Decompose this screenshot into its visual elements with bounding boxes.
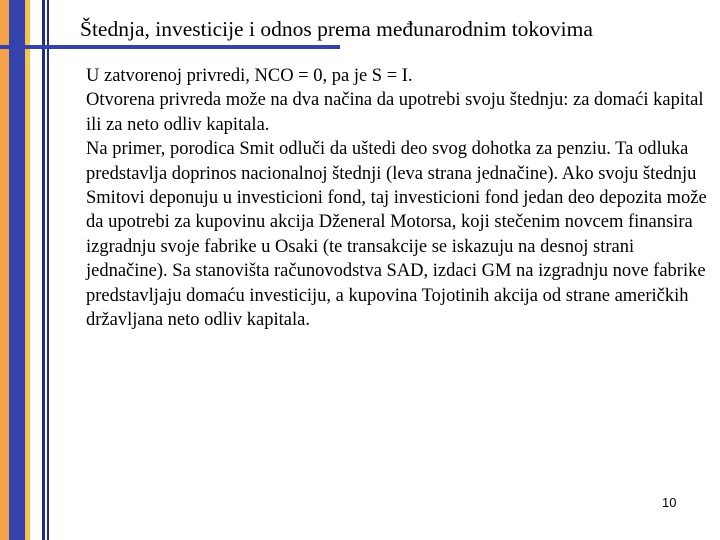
page-number: 10 bbox=[662, 495, 677, 510]
decorative-stripe-navy-thin bbox=[47, 0, 49, 540]
slide-body bbox=[86, 64, 716, 332]
decorative-stripe-navy bbox=[42, 0, 45, 540]
title-underline bbox=[0, 45, 340, 49]
slide-title: Štednja, investicije i odnos prema međunarodnim tokovima bbox=[80, 17, 593, 41]
decorative-stripe-orange bbox=[0, 0, 9, 540]
paragraph-open-economy: Otvorena privreda može na dva načina da upotrebi svoju štednju: za domaći kapital ili za neto odliv kapitala. bbox=[86, 90, 704, 135]
paragraph-example: Na primer, porodica Smit odluči da uštedi deo svog dohotka za penziu. Ta odluka predstavlja doprinos nacionalnoj štednji (leva strana jednačine). Ako svoju štednju Smitovi deponuju u investicioni fond, taj investicioni fond jedan deo depozita može da upotrebi za kupovinu akcija Dženeral Motorsa, koji stečenim novcem finansira izgradnju svoje fabrike u Osaki (te transakcije se iskazuju na desnoj strani jednačine). Sa stanovišta računovodstva SAD, izdaci GM na izgradnju nove fabrike predstavljaju domaću investiciju, a kupovina Tojotinih akcija od strane američkih državljana neto odliv kapitala. bbox=[86, 139, 707, 331]
decorative-stripe-blue bbox=[9, 0, 25, 540]
decorative-stripe-gap bbox=[30, 0, 42, 540]
paragraph-closed-economy: U zatvorenoj privredi, NCO = 0, pa je S = I. bbox=[86, 66, 413, 86]
